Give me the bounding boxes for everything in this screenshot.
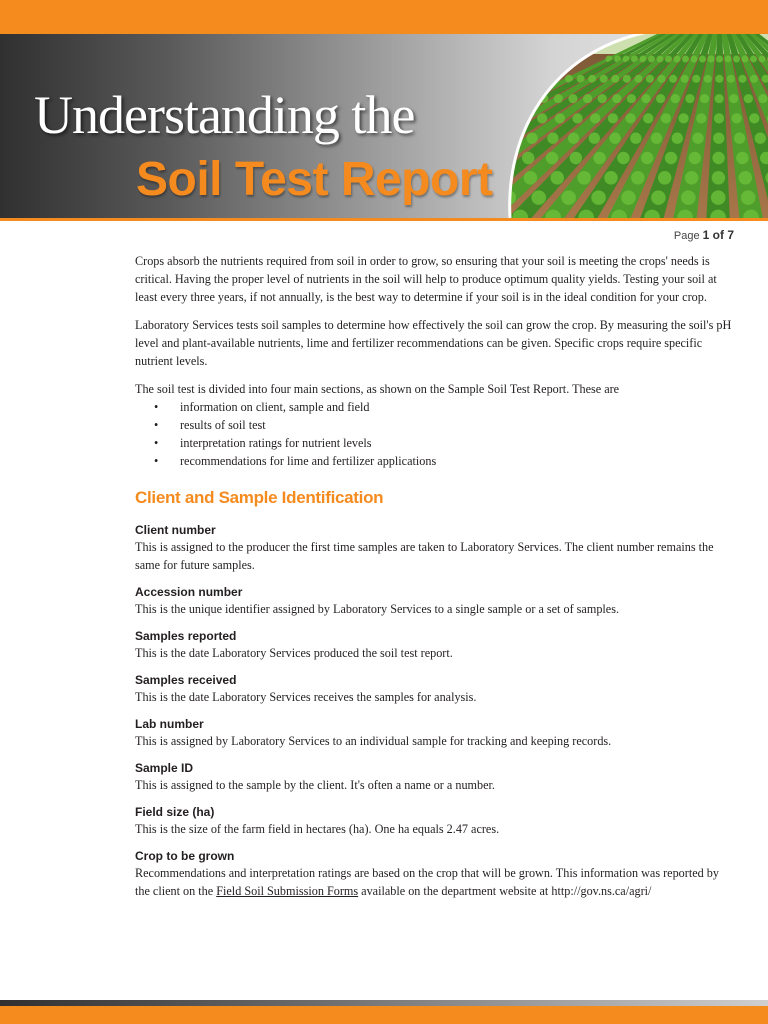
crop-leaf	[689, 152, 701, 164]
crop-leaf	[612, 94, 621, 103]
crop-leaf	[671, 94, 680, 103]
page-indicator	[674, 228, 734, 242]
crop-leaf	[634, 75, 642, 83]
crop-leaf	[733, 56, 740, 63]
crop-leaf	[741, 190, 756, 205]
crop-leaf	[704, 75, 712, 83]
page-label: Page	[673, 230, 700, 242]
crop-leaf	[497, 171, 510, 184]
crop-leaf	[314, 210, 330, 218]
crop-leaf	[736, 152, 748, 164]
crop-leaf	[755, 133, 766, 144]
definition-crop-text-after: available on the department website at http://gov.ns.ca/agri/	[358, 884, 652, 898]
crop-leaf	[732, 113, 742, 123]
term-field-size: Field size (ha)	[135, 805, 215, 819]
crop-leaf	[657, 75, 665, 83]
crop-leaf	[661, 113, 671, 123]
crop-leaf	[555, 113, 565, 123]
crop-leaf	[685, 94, 694, 103]
crop-leaf	[589, 133, 600, 144]
crop-leaf	[692, 133, 703, 144]
crop-leaf	[738, 75, 746, 83]
crop-leaf	[665, 56, 672, 63]
definition-crop-text-before: Recommendations and interpretation ratings are based on the crop that will be grown. This information was reported by the client on the	[135, 866, 719, 898]
crop-leaf	[608, 113, 618, 123]
crop-leaf	[715, 75, 723, 83]
crop-leaf	[525, 94, 534, 103]
crop-leaf	[681, 75, 689, 83]
crop-leaf	[554, 94, 563, 103]
title-line-2: Soil Test Report	[136, 153, 493, 206]
term-client-number: Client number	[135, 523, 216, 537]
crop-leaf	[739, 171, 752, 184]
crop-leaf	[282, 210, 298, 218]
footer-orange-bar	[0, 1006, 768, 1024]
crop-leaf	[699, 56, 706, 63]
crop-leaf	[446, 210, 462, 218]
crop-leaf	[750, 56, 757, 63]
crop-leaf	[651, 190, 666, 205]
crop-leaf	[681, 190, 696, 205]
crop-leaf	[531, 190, 546, 205]
crop-leaf	[685, 171, 698, 184]
crop-leaf	[643, 113, 653, 123]
definition-accession-number: This is the unique identifier assigned by Laboratory Services to a single sample or a set of samples.	[135, 602, 619, 616]
crop-leaf	[734, 133, 745, 144]
crop-leaf	[665, 152, 677, 164]
crop-leaf	[627, 94, 636, 103]
banner-orange-rule	[0, 218, 768, 221]
crop-leaf	[742, 56, 749, 63]
crop-leaf	[712, 171, 725, 184]
definition-samples-reported: This is the date Laboratory Services produced the soil test report.	[135, 646, 453, 660]
crop-leaf	[380, 210, 396, 218]
page-number: 1 of 7	[702, 228, 734, 242]
crop-leaf	[712, 152, 724, 164]
definition-sample-id: This is assigned to the sample by the client. It's often a name or a number.	[135, 778, 495, 792]
intro-paragraph-2: Laboratory Services tests soil samples to determine how effectively the soil can grow the crop. By measuring the soil's pH level and plant-available nutrients, lime and fertilizer recommendations can be given. Specific crops require specific nutrient levels.	[135, 318, 732, 368]
document-body	[135, 252, 735, 900]
crop-leaf	[464, 133, 475, 144]
crop-leaf	[727, 75, 735, 83]
crop-leaf	[598, 94, 607, 103]
crop-leaf	[522, 152, 534, 164]
crop-leaf	[568, 94, 577, 103]
crop-leaf	[498, 152, 510, 164]
crop-leaf	[547, 133, 558, 144]
crop-leaf	[546, 152, 558, 164]
crop-leaf	[708, 56, 715, 63]
crop-leaf	[617, 152, 629, 164]
crop-leaf	[609, 133, 620, 144]
crop-leaf	[749, 113, 759, 123]
crop-leaf	[715, 94, 724, 103]
crop-leaf	[444, 133, 455, 144]
crop-leaf	[674, 56, 681, 63]
crop-leaf	[524, 171, 537, 184]
term-accession-number: Accession number	[135, 585, 243, 599]
intro-paragraph-1: Crops absorb the nutrients required from soil in order to grow, so ensuring that your soil is meeting the crops' needs is critical. Having the proper level of nutrients in the soil will help to produce optimum quality yields. Testing your soil at least every three years, if not annually, is the best way to determine if your soil is in the ideal condition for your crop.	[135, 254, 717, 304]
crop-leaf	[621, 190, 636, 205]
crop-leaf	[744, 94, 753, 103]
crop-leaf	[347, 210, 363, 218]
crop-leaf	[678, 113, 688, 123]
term-lab-number: Lab number	[135, 717, 204, 731]
crop-leaf	[631, 171, 644, 184]
crop-leaf	[682, 56, 689, 63]
term-samples-received: Samples received	[135, 673, 237, 687]
intro-paragraph-3: The soil test is divided into four main sections, as shown on the Sample Soil Test Report. These are	[135, 382, 620, 396]
crop-leaf	[669, 75, 677, 83]
crop-leaf	[479, 210, 495, 218]
crop-leaf	[692, 75, 700, 83]
crop-leaf	[537, 113, 547, 123]
definition-field-size: This is the size of the farm field in hectares (ha). One ha equals 2.47 acres.	[135, 822, 500, 836]
crop-leaf	[696, 113, 706, 123]
crop-leaf	[572, 113, 582, 123]
sections-list	[135, 398, 735, 470]
crop-leaf	[641, 152, 653, 164]
top-orange-bar	[0, 0, 768, 34]
crop-leaf	[570, 152, 582, 164]
list-item: • recommendations for lime and fertilizer applications	[135, 452, 735, 470]
crop-leaf	[711, 190, 726, 205]
crop-leaf	[641, 94, 650, 103]
definition-client-number: This is assigned to the producer the first time samples are taken to Laboratory Services. The client number remains the same for future samples.	[135, 540, 714, 572]
crop-leaf	[725, 56, 732, 63]
crop-leaf	[646, 75, 654, 83]
crop-leaf	[611, 75, 619, 83]
crop-leaf	[625, 113, 635, 123]
crop-leaf	[623, 75, 631, 83]
term-crop-to-be-grown: Crop to be grown	[135, 849, 235, 863]
crop-leaf	[750, 75, 758, 83]
crop-leaf	[700, 94, 709, 103]
crop-leaf	[551, 171, 564, 184]
crop-leaf	[583, 94, 592, 103]
title-line-1: Understanding the	[34, 85, 415, 145]
term-samples-reported: Samples reported	[135, 629, 237, 643]
crop-leaf	[568, 133, 579, 144]
crop-leaf	[590, 113, 600, 123]
crop-leaf	[716, 56, 723, 63]
list-item: • results of soil test	[135, 416, 735, 434]
header-banner	[0, 34, 768, 218]
crop-leaf	[672, 133, 683, 144]
crop-leaf	[502, 113, 512, 123]
definition-samples-received: This is the date Laboratory Services receives the samples for analysis.	[135, 690, 477, 704]
term-sample-id: Sample ID	[135, 761, 194, 775]
definition-lab-number: This is assigned by Laboratory Services to an individual sample for tracking and keeping records.	[135, 734, 612, 748]
crop-leaf	[593, 152, 605, 164]
crop-leaf	[656, 94, 665, 103]
crop-leaf	[714, 113, 724, 123]
crop-leaf	[591, 190, 606, 205]
crop-leaf	[658, 171, 671, 184]
crop-leaf	[413, 210, 429, 218]
crop-leaf	[630, 133, 641, 144]
list-item: • interpretation ratings for nutrient levels	[135, 434, 735, 452]
list-item: • information on client, sample and field	[135, 398, 735, 416]
crop-leaf	[691, 56, 698, 63]
crop-leaf	[713, 133, 724, 144]
crop-leaf	[485, 133, 496, 144]
crop-leaf	[651, 133, 662, 144]
definition-crop-to-be-grown	[135, 864, 735, 900]
crop-leaf	[759, 56, 766, 63]
crop-leaf	[604, 171, 617, 184]
crop-leaf	[526, 133, 537, 144]
crop-leaf	[484, 113, 494, 123]
crop-leaf	[758, 94, 767, 103]
crop-leaf	[729, 94, 738, 103]
section-heading: Client and Sample Identification	[135, 488, 384, 507]
field-soil-submission-forms-link[interactable]: Field Soil Submission Forms	[216, 884, 359, 898]
crop-leaf	[506, 133, 517, 144]
crop-leaf	[561, 190, 576, 205]
crop-leaf	[577, 171, 590, 184]
